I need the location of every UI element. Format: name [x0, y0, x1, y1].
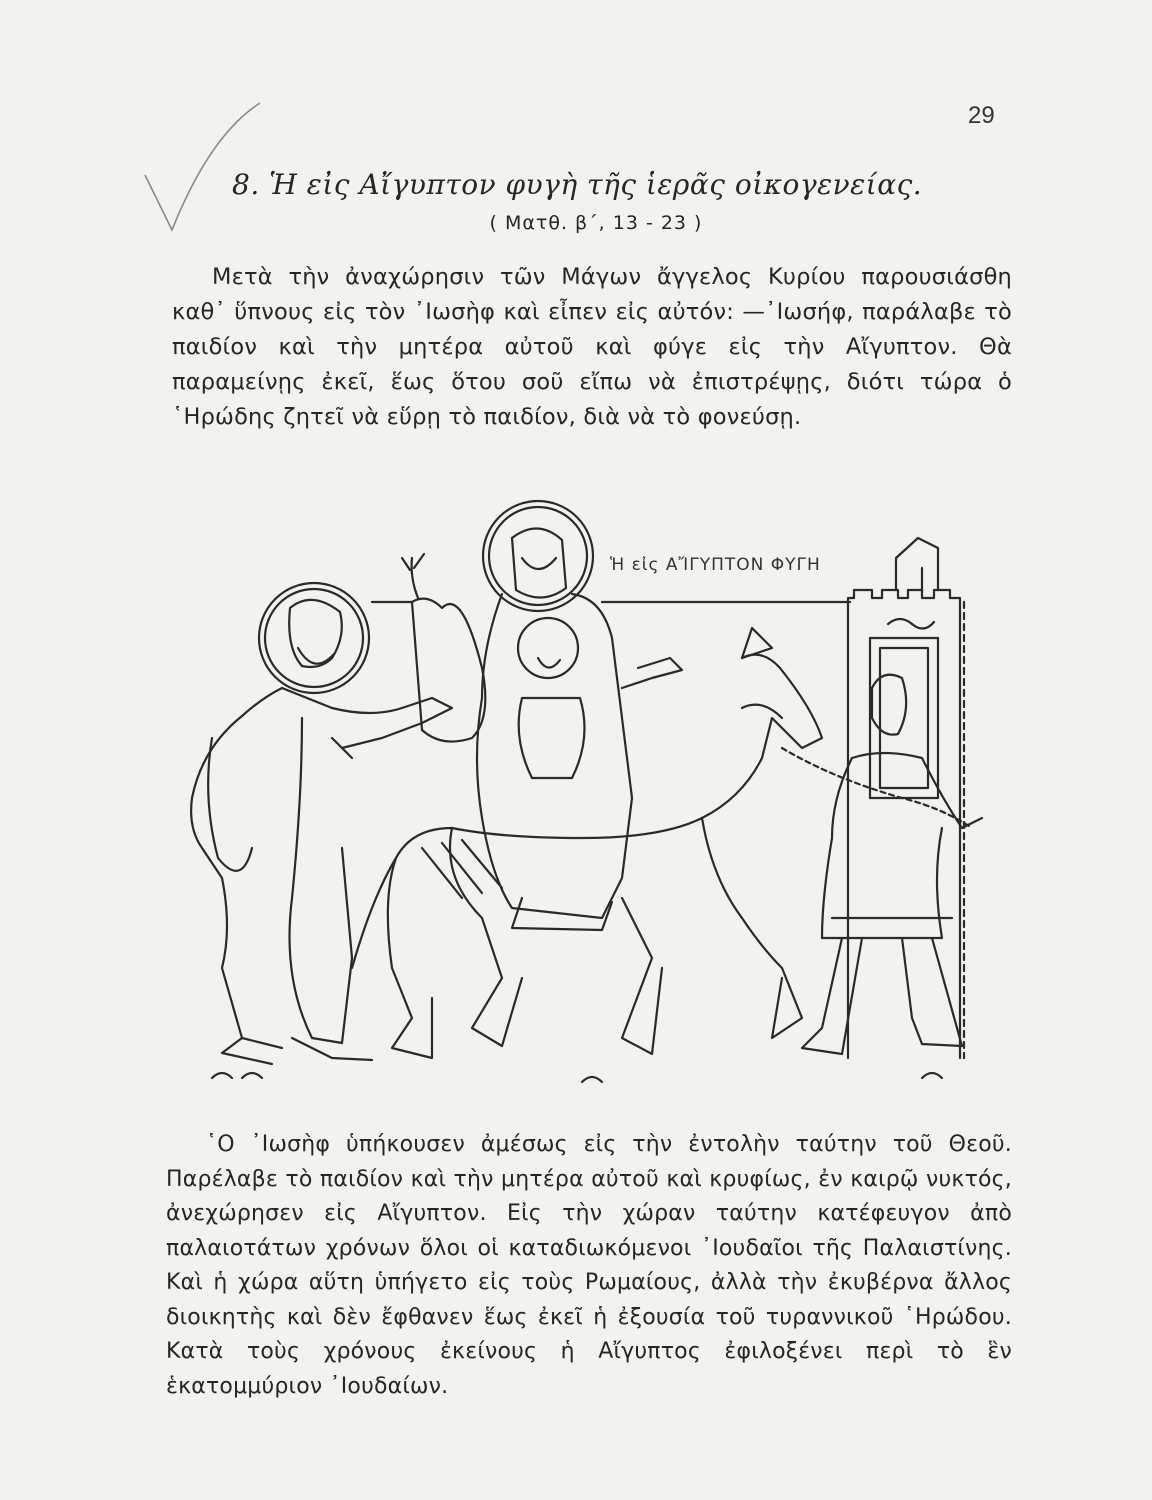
page-number: 29 — [968, 102, 995, 129]
chapter-title: 8. Ἡ εἰς Αἴγυπτον φυγὴ τῆς ἱερᾶς οἰκογενείας. — [232, 168, 923, 201]
scripture-reference: ( Ματθ. β΄, 13 - 23 ) — [489, 212, 703, 234]
city-tower — [848, 538, 964, 1058]
flight-into-egypt-illustration — [182, 498, 1000, 1102]
paragraph-1-text: Μετὰ τὴν ἀναχώρησιν τῶν Μάγων ἄγγελος Κυρίου παρουσιάσθη καθ᾽ ὕπνους εἰς τὸν ᾿Ιωσὴφ καὶ εἶπεν εἰς αὐτόν: —᾿Ιωσήφ, παράλαβε τὸ παιδίον καὶ τὴν μητέρα αὐτοῦ καὶ φύγε εἰς τὴν Αἴγυπτον. Θὰ παραμείνῃς ἐκεῖ, ἕως ὅτου σοῦ εἴπω νὰ ἐπιστρέψῃς, διότι τώρα ὁ ῾Ηρώδης ζητεῖ νὰ εὕρῃ τὸ παιδίον, διὰ νὰ τὸ φονεύσῃ. — [172, 264, 1012, 430]
joseph-figure — [191, 583, 485, 1064]
paragraph-flight — [166, 1128, 1012, 1404]
paragraph-angel-message — [172, 260, 1012, 435]
paragraph-2-text: ῾Ο ᾿Ιωσὴφ ὑπήκουσεν ἀμέσως εἰς τὴν ἐντολὴν ταύτην τοῦ Θεοῦ. Παρέλαβε τὸ παιδίον καὶ τὴν μητέρα αὐτοῦ καὶ κρυφίως, ἐν καιρῷ νυκτός, ἀνεχώρησεν εἰς Αἴγυπτον. Εἰς τὴν χώραν ταύτην κατέφευγον ἀπὸ παλαιοτάτων χρόνων ὅλοι οἱ καταδιωκόμενοι ᾿Ιουδαῖοι τῆς Παλαιστίνης. Καὶ ἡ χώρα αὕτη ὑπήγετο εἰς τοὺς Ρωμαίους, ἀλλὰ τὴν ἐκυβέρνα ἄλλος διοικητὴς καὶ δὲν ἔφθανεν ἕως ἐκεῖ ἡ ἐξουσία τοῦ τυραννικοῦ ῾Ηρώδου. Κατὰ τοὺς χρόνους ἐκείνους ἡ Αἴγυπτος ἐφιλοξένει περὶ τὸ ἓν ἑκατομμύριον ᾿Ιουδαίων. — [166, 1132, 1012, 1399]
youth-figure — [802, 675, 982, 1054]
illustration-inscription: Ἡ εἰς ΑἼΓΥΠΤΟΝ ΦΥΓΗ — [610, 555, 821, 575]
